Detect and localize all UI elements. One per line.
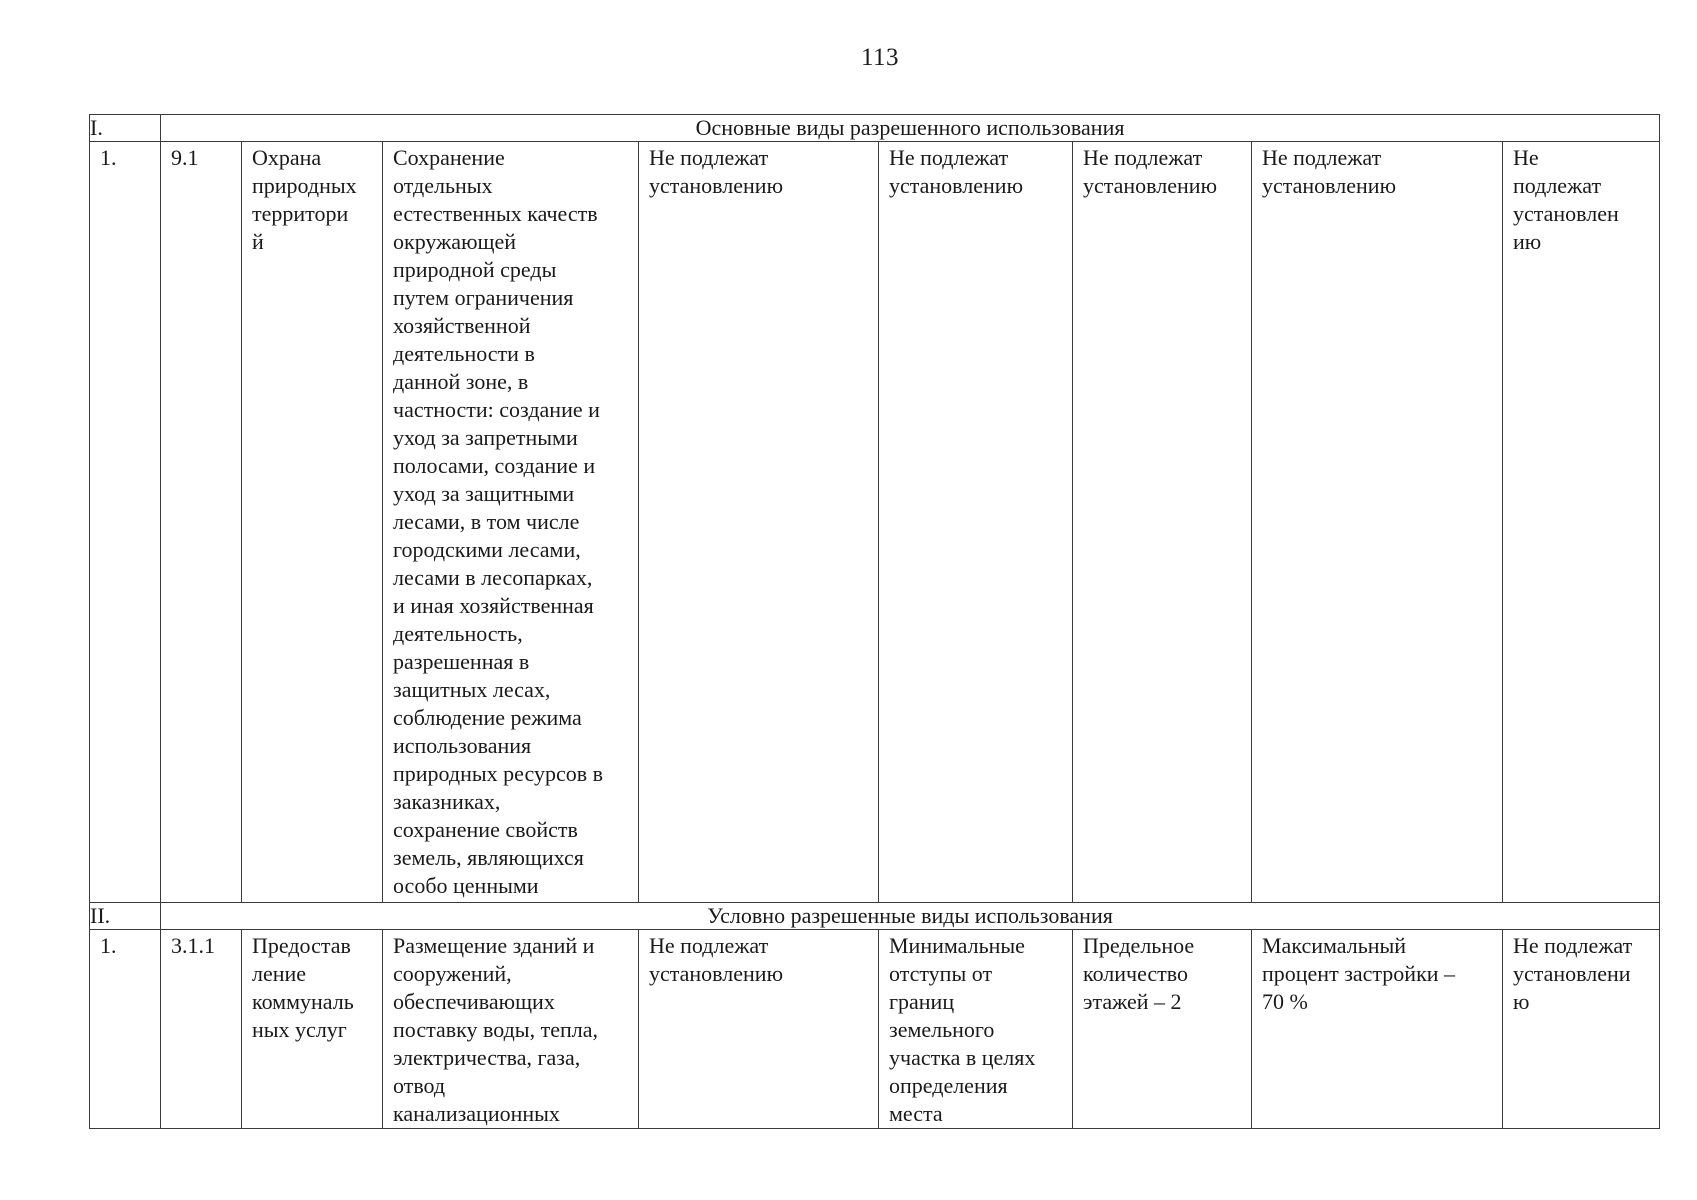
section-title: Условно разрешенные виды использования <box>161 903 1660 930</box>
row-number: 1. <box>90 930 161 1129</box>
param-cell: Не подлежат установлени ю <box>1503 930 1660 1129</box>
section-title: Основные виды разрешенного использования <box>161 115 1660 142</box>
land-use-table <box>89 114 1660 1129</box>
section-header-conditional <box>90 903 1660 930</box>
param-cell: Не подлежат установлению <box>1252 142 1503 903</box>
page-number: 113 <box>860 44 900 71</box>
section-header-main <box>90 115 1660 142</box>
use-description: Размещение зданий и сооружений, обеспечивающих поставку воды, тепла, электричества, газа, отвод канализационных <box>383 930 639 1129</box>
section-numeral: I. <box>90 115 161 142</box>
use-name: Охрана природных территори й <box>242 142 383 903</box>
param-cell: Не подлежат установлению <box>879 142 1073 903</box>
param-cell: Не подлежат установлению <box>639 142 879 903</box>
param-cell: Максимальный процент застройки – 70 % <box>1252 930 1503 1129</box>
use-code: 9.1 <box>161 142 242 903</box>
use-name: Предостав ление коммуналь ных услуг <box>242 930 383 1129</box>
use-description: Сохранение отдельных естественных качеств окружающей природной среды путем ограничения хозяйственной деятельности в данной зоне, в частности: создание и уход за запретными полосами, создание и уход за защитными лесами, в том числе городскими лесами, лесами в лесопарках, и иная хозяйственная деятельность, разрешенная в защитных лесах, соблюдение режима использования природных ресурсов в заказниках, сохранение свойств земель, являющихся особо ценными <box>383 142 639 903</box>
param-cell: Не подлежат установлению <box>1073 142 1252 903</box>
table-row <box>90 142 1660 903</box>
param-cell: Минимальные отступы от границ земельного участка в целях определения места <box>879 930 1073 1129</box>
param-cell: Предельное количество этажей – 2 <box>1073 930 1252 1129</box>
section-numeral: II. <box>90 903 161 930</box>
use-code: 3.1.1 <box>161 930 242 1129</box>
row-number: 1. <box>90 142 161 903</box>
table-row <box>90 930 1660 1129</box>
param-cell: Не подлежат установлению <box>639 930 879 1129</box>
param-cell: Не подлежат установлен ию <box>1503 142 1660 903</box>
